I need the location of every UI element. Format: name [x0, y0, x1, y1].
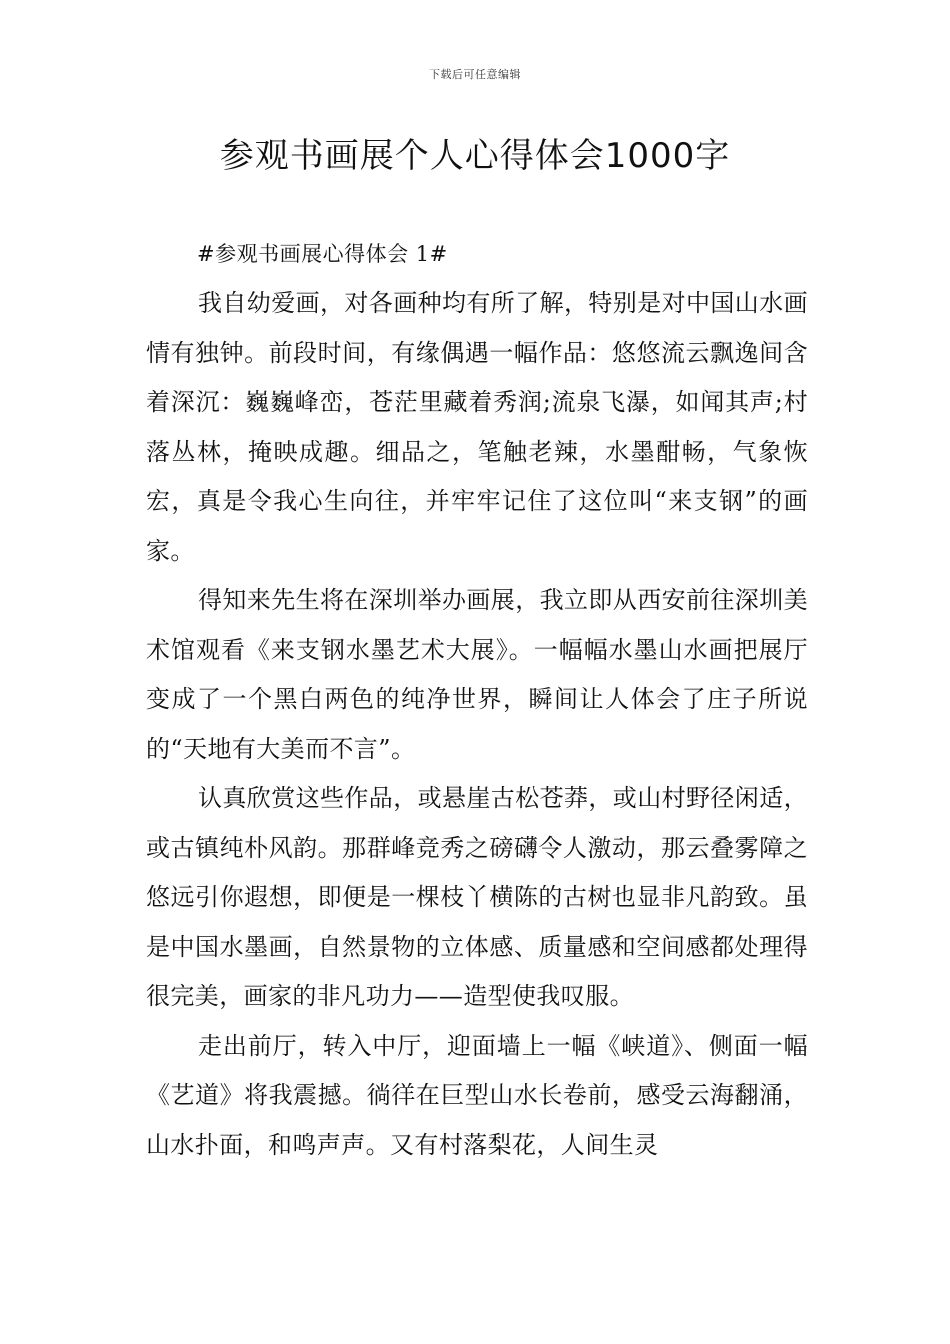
- section-heading: #参观书画展心得体会 1#: [197, 242, 448, 266]
- paragraph-2: 得知来先生将在深圳举办画展，我立即从西安前往深圳美术馆观看《来支钢水墨艺术大展》。一幅幅水墨山水画把展厅变成了一个黑白两色的纯净世界，瞬间让人体会了庄子所说的“天地有大美而不言”。: [146, 586, 808, 763]
- document-body: [146, 230, 808, 1170]
- document-title: 参观书画展个人心得体会1000字: [219, 136, 731, 176]
- paragraph-1: 我自幼爱画，对各画种均有所了解，特别是对中国山水画情有独钟。前段时间，有缘偶遇一幅作品：悠悠流云飘逸间含着深沉：巍巍峰峦，苍茫里藏着秀润;流泉飞瀑，如闻其声;村落丛林，掩映成趣。细品之，笔触老辣，水墨酣畅，气象恢宏，真是令我心生向往，并牢牢记住了这位叫“来支钢”的画家。: [146, 289, 808, 565]
- paragraph-3: 认真欣赏这些作品，或悬崖古松苍莽，或山村野径闲适，或古镇纯朴风韵。那群峰竞秀之磅礴令人激动，那云叠雾障之悠远引你遐想，即便是一棵枝丫横陈的古树也显非凡韵致。虽是中国水墨画，自然景物的立体感、质量感和空间感都处理得很完美，画家的非凡功力——造型使我叹服。: [146, 784, 808, 1010]
- paragraph-4: 走出前厅，转入中厅，迎面墙上一幅《峡道》、侧面一幅《艺道》将我震撼。徜徉在巨型山水长卷前，感受云海翻涌，山水扑面，和鸣声声。又有村落梨花，人间生灵: [146, 1031, 808, 1159]
- header-note: 下载后可任意编辑: [429, 68, 521, 81]
